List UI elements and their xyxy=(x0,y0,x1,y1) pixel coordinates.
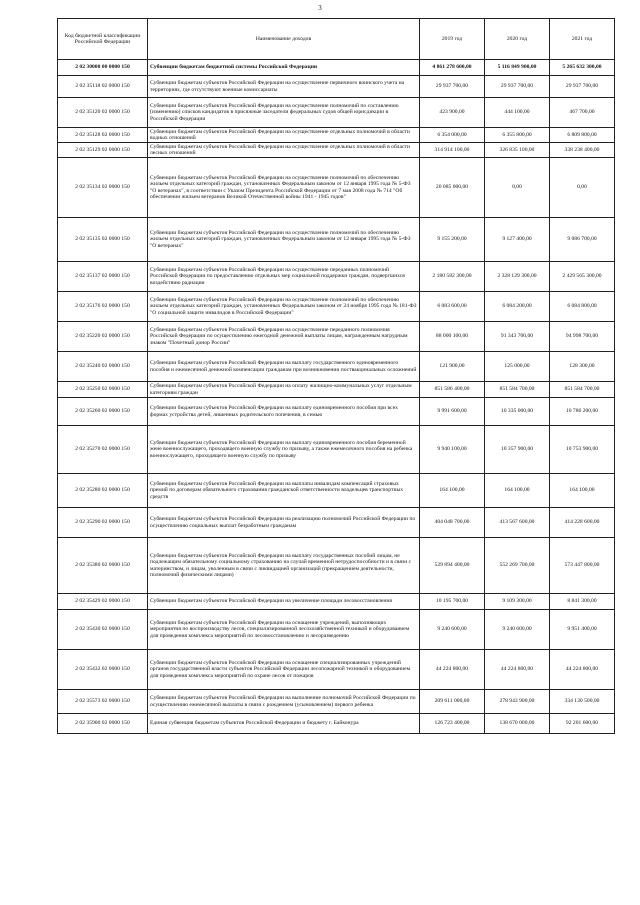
row-value-2021: 414 228 600,00 xyxy=(550,508,615,538)
row-name: Субвенции бюджетам субъектов Российской Федерации на осуществление полномочий по составлению (изменению) списков кандидатов в присяжные заседатели федеральных судов общей юрисдикции в Российской Федерации xyxy=(148,98,420,128)
table-row xyxy=(58,594,615,610)
row-name: Субвенции бюджетам субъектов Российской Федерации на осуществление отдельных полномочий в области лесных отношений xyxy=(148,143,420,158)
row-name: Субвенции бюджетам субъектов Российской Федерации на оснащение специализированных учреждений органов государственной власти субъектов Российской Федерации лесопожарной техникой и оборудованием для проведения комплекса мероприятий по охране лесов от пожаров xyxy=(148,650,420,690)
row-value-2019: 9 940 100,00 xyxy=(420,426,485,474)
row-value-2020: 91 343 700,00 xyxy=(485,322,550,352)
row-value-2020: 125 000,00 xyxy=(485,352,550,382)
row-value-2019: 126 723 400,00 xyxy=(420,714,485,734)
row-value-2020: 444 100,00 xyxy=(485,98,550,128)
row-name: Субвенции бюджетам субъектов Российской Федерации на осуществление первичного воинского учета на территориях, где отсутствуют военные комиссариаты xyxy=(148,76,420,98)
row-value-2021: 9 086 700,00 xyxy=(550,218,615,262)
row-code: 2 02 35137 02 0000 150 xyxy=(58,262,148,292)
page-number: 3 xyxy=(318,4,322,12)
row-value-2020: 413 567 600,00 xyxy=(485,508,550,538)
row-code: 2 02 30000 00 0000 150 xyxy=(58,60,148,76)
table-row xyxy=(58,128,615,143)
table-row xyxy=(58,538,615,594)
row-value-2021: 128 300,00 xyxy=(550,352,615,382)
row-code: 2 02 35120 02 0000 150 xyxy=(58,98,148,128)
row-value-2019: 9 155 200,00 xyxy=(420,218,485,262)
row-value-2021: 6 809 800,00 xyxy=(550,128,615,143)
row-value-2021: 573 447 800,00 xyxy=(550,538,615,594)
row-name: Субвенции бюджетам субъектов Российской Федерации на оснащение учреждений, выполняющих мероприятия по воспроизводству лесов, специализированной лесохозяйственной техникой и оборудованием для проведения комплекса мероприятий по лесовосстановлению и лесоразведению xyxy=(148,610,420,650)
row-value-2019: 2 180 582 300,00 xyxy=(420,262,485,292)
row-value-2019: 9 240 600,00 xyxy=(420,610,485,650)
row-code: 2 02 35250 02 0000 150 xyxy=(58,382,148,398)
row-code: 2 02 35900 02 0000 150 xyxy=(58,714,148,734)
row-code: 2 02 35429 02 0000 150 xyxy=(58,594,148,610)
row-code: 2 02 35290 02 0000 150 xyxy=(58,508,148,538)
row-name: Субвенции бюджетам субъектов Российской Федерации на осуществление переданных полномочий Российской Федерации по предоставлению отдельных мер социальной поддержки граждан, подвергшихся воздействию радиации xyxy=(148,262,420,292)
row-value-2019: 314 914 100,00 xyxy=(420,143,485,158)
table-row xyxy=(58,218,615,262)
row-value-2019: 6 354 000,00 xyxy=(420,128,485,143)
row-value-2021: 10 753 900,00 xyxy=(550,426,615,474)
header-2019: 2019 год xyxy=(420,19,485,60)
row-value-2020: 2 328 129 300,00 xyxy=(485,262,550,292)
row-name: Субвенции бюджетам субъектов Российской Федерации на осуществление отдельных полномочий в области водных отношений xyxy=(148,128,420,143)
table-header-row xyxy=(58,19,615,60)
row-value-2019: 6 083 600,00 xyxy=(420,292,485,322)
table-row xyxy=(58,474,615,508)
row-value-2020: 10 335 000,00 xyxy=(485,398,550,426)
row-value-2021: 9 951 400,00 xyxy=(550,610,615,650)
row-value-2021: 0,00 xyxy=(550,158,615,218)
row-value-2020: 10 357 900,00 xyxy=(485,426,550,474)
row-value-2020: 29 937 700,00 xyxy=(485,76,550,98)
row-code: 2 02 35128 02 0000 150 xyxy=(58,128,148,143)
revenue-table xyxy=(57,18,615,734)
row-value-2020: 9 127 400,00 xyxy=(485,218,550,262)
header-name: Наименование доходов xyxy=(148,19,420,60)
table-row xyxy=(58,352,615,382)
row-code: 2 02 35135 02 0000 150 xyxy=(58,218,148,262)
row-value-2021: 94 998 700,00 xyxy=(550,322,615,352)
row-value-2021: 44 224 800,00 xyxy=(550,650,615,690)
row-value-2020: 6 084 200,00 xyxy=(485,292,550,322)
row-name: Субвенции бюджетам субъектов Российской Федерации на реализацию полномочий Российской Федерации по осуществлению социальных выплат безработным гражданам xyxy=(148,508,420,538)
row-value-2021: 8 841 300,00 xyxy=(550,594,615,610)
table-row xyxy=(58,158,615,218)
table-row xyxy=(58,398,615,426)
row-value-2020: 851 584 700,00 xyxy=(485,382,550,398)
row-name: Субвенции бюджетам субъектов Российской Федерации на выплату государственных пособий лицам, не подлежащим обязательному социальному страхованию на случай временной нетрудоспособности и в связи с материнством, и лицам, уволенным в связи с ликвидацией организаций (прекращением деятельности, полномочий физическими лицами) xyxy=(148,538,420,594)
row-value-2021: 164 100,00 xyxy=(550,474,615,508)
row-name: Субвенции бюджетам субъектов Российской Федерации на увеличение площади лесовосстановления xyxy=(148,594,420,610)
row-value-2019: 209 611 000,00 xyxy=(420,690,485,714)
row-value-2020: 326 835 100,00 xyxy=(485,143,550,158)
row-value-2020: 44 224 800,00 xyxy=(485,650,550,690)
row-value-2021: 29 937 700,00 xyxy=(550,76,615,98)
row-value-2021: 6 084 800,00 xyxy=(550,292,615,322)
row-value-2019: 29 937 700,00 xyxy=(420,76,485,98)
row-name: Субвенции бюджетам субъектов Российской Федерации на осуществление полномочий по обеспечению жильем отдельных категорий граждан, установленных Федеральным законом от 24 ноября 1995 года № 181-ФЗ "О социальной защите инвалидов в Российской Федерации" xyxy=(148,292,420,322)
row-value-2021: 10 786 200,00 xyxy=(550,398,615,426)
row-code: 2 02 35220 02 0000 150 xyxy=(58,322,148,352)
header-2020: 2020 год xyxy=(485,19,550,60)
row-name: Единая субвенция бюджетам субъектов Российской Федерации и бюджету г. Байконура xyxy=(148,714,420,734)
row-value-2020: 5 116 849 900,00 xyxy=(485,60,550,76)
table-row xyxy=(58,610,615,650)
row-name: Субвенции бюджетам бюджетной системы Российской Федерации xyxy=(148,60,420,76)
row-value-2020: 6 355 800,00 xyxy=(485,128,550,143)
row-value-2019: 121 900,00 xyxy=(420,352,485,382)
row-value-2021: 338 238 400,00 xyxy=(550,143,615,158)
row-code: 2 02 35573 02 0000 150 xyxy=(58,690,148,714)
row-code: 2 02 35380 02 0000 150 xyxy=(58,538,148,594)
row-value-2019: 423 900,00 xyxy=(420,98,485,128)
row-code: 2 02 35270 02 0000 150 xyxy=(58,426,148,474)
table-row xyxy=(58,143,615,158)
row-name: Субвенции бюджетам субъектов Российской Федерации на выполнение полномочий Российской Федерации по осуществлению ежемесячной выплаты в связи с рождением (усыновлением) первого ребенка xyxy=(148,690,420,714)
row-code: 2 02 35129 02 0000 150 xyxy=(58,143,148,158)
row-name: Субвенции бюджетам субъектов Российской Федерации на выплату единовременного пособия беременной жене военнослужащего, проходящего военную службу по призыву, а также ежемесячного пособия на ребенка военнослужащего, проходящего военную службу по призыву xyxy=(148,426,420,474)
table-row xyxy=(58,382,615,398)
table-row xyxy=(58,60,615,76)
row-name: Субвенции бюджетам субъектов Российской Федерации на оплату жилищно-коммунальных услуг отдельным категориям граждан xyxy=(148,382,420,398)
table-row xyxy=(58,426,615,474)
row-code: 2 02 35260 02 0000 150 xyxy=(58,398,148,426)
row-value-2020: 9 240 600,00 xyxy=(485,610,550,650)
row-value-2021: 467 700,00 xyxy=(550,98,615,128)
row-value-2021: 851 584 700,00 xyxy=(550,382,615,398)
row-code: 2 02 35430 02 0000 150 xyxy=(58,610,148,650)
table-row xyxy=(58,690,615,714)
row-code: 2 02 35240 02 0000 150 xyxy=(58,352,148,382)
table-row xyxy=(58,292,615,322)
row-value-2020: 0,00 xyxy=(485,158,550,218)
row-value-2019: 164 100,00 xyxy=(420,474,485,508)
row-name: Субвенции бюджетам субъектов Российской Федерации на выплаты инвалидам компенсаций страховых премий по договорам обязательного страхования гражданской ответственности владельцев транспортных средств xyxy=(148,474,420,508)
row-value-2019: 404 048 700,00 xyxy=(420,508,485,538)
row-name: Субвенции бюджетам субъектов Российской Федерации на осуществление переданного полномочия Российской Федерации по осуществлению ежегодной денежной выплаты лицам, награжденным нагрудным знаком "Почетный донор России" xyxy=(148,322,420,352)
row-value-2020: 278 943 900,00 xyxy=(485,690,550,714)
table-body xyxy=(58,60,615,734)
row-value-2019: 4 861 278 600,00 xyxy=(420,60,485,76)
row-name: Субвенции бюджетам субъектов Российской Федерации на осуществление полномочий по обеспечению жильем отдельных категорий граждан, установленных Федеральным законом от 12 января 1995 года № 5-ФЗ "О ветеранах" xyxy=(148,218,420,262)
row-code: 2 02 35280 02 0000 150 xyxy=(58,474,148,508)
row-value-2019: 88 000 100,00 xyxy=(420,322,485,352)
header-2021: 2021 год xyxy=(550,19,615,60)
row-code: 2 02 35118 02 0000 150 xyxy=(58,76,148,98)
row-value-2021: 5 265 632 300,00 xyxy=(550,60,615,76)
row-value-2019: 20 085 000,00 xyxy=(420,158,485,218)
row-value-2019: 9 991 600,00 xyxy=(420,398,485,426)
row-value-2020: 9 109 300,00 xyxy=(485,594,550,610)
row-name: Субвенции бюджетам субъектов Российской Федерации на выплату единовременного пособия при всех формах устройства детей, лишенных родительского попечения, в семью xyxy=(148,398,420,426)
row-value-2021: 334 130 500,00 xyxy=(550,690,615,714)
row-value-2019: 529 894 400,00 xyxy=(420,538,485,594)
row-value-2020: 164 100,00 xyxy=(485,474,550,508)
row-value-2019: 44 224 800,00 xyxy=(420,650,485,690)
revenue-table-container xyxy=(57,18,614,734)
row-value-2020: 138 670 000,00 xyxy=(485,714,550,734)
row-name: Субвенции бюджетам субъектов Российской Федерации на осуществление полномочий по обеспечению жильем отдельных категорий граждан, установленных Федеральным законом от 12 января 1995 года № 5-ФЗ "О ветеранах", в соответствии с Указом Президента Российской Федерации от 7 мая 2008 года № 714 "Об обеспечении жильем ветеранов Великой Отечественной войны 1941 - 1945 годов" xyxy=(148,158,420,218)
row-value-2021: 2 429 565 300,00 xyxy=(550,262,615,292)
row-value-2019: 10 195 700,00 xyxy=(420,594,485,610)
row-code: 2 02 35176 02 0000 150 xyxy=(58,292,148,322)
table-row xyxy=(58,98,615,128)
table-row xyxy=(58,650,615,690)
table-row xyxy=(58,76,615,98)
table-row xyxy=(58,714,615,734)
row-value-2020: 552 269 700,00 xyxy=(485,538,550,594)
row-value-2019: 851 586 400,00 xyxy=(420,382,485,398)
table-row xyxy=(58,262,615,292)
table-row xyxy=(58,508,615,538)
row-value-2021: 92 201 600,00 xyxy=(550,714,615,734)
row-name: Субвенции бюджетам субъектов Российской Федерации на выплату государственного единовременного пособия и ежемесячной денежной компенсации гражданам при возникновении поствакцинальных осложнений xyxy=(148,352,420,382)
row-code: 2 02 35432 02 0000 150 xyxy=(58,650,148,690)
header-code: Код бюджетной классификации Российской Федерации xyxy=(58,19,148,60)
row-code: 2 02 35134 02 0000 150 xyxy=(58,158,148,218)
table-row xyxy=(58,322,615,352)
